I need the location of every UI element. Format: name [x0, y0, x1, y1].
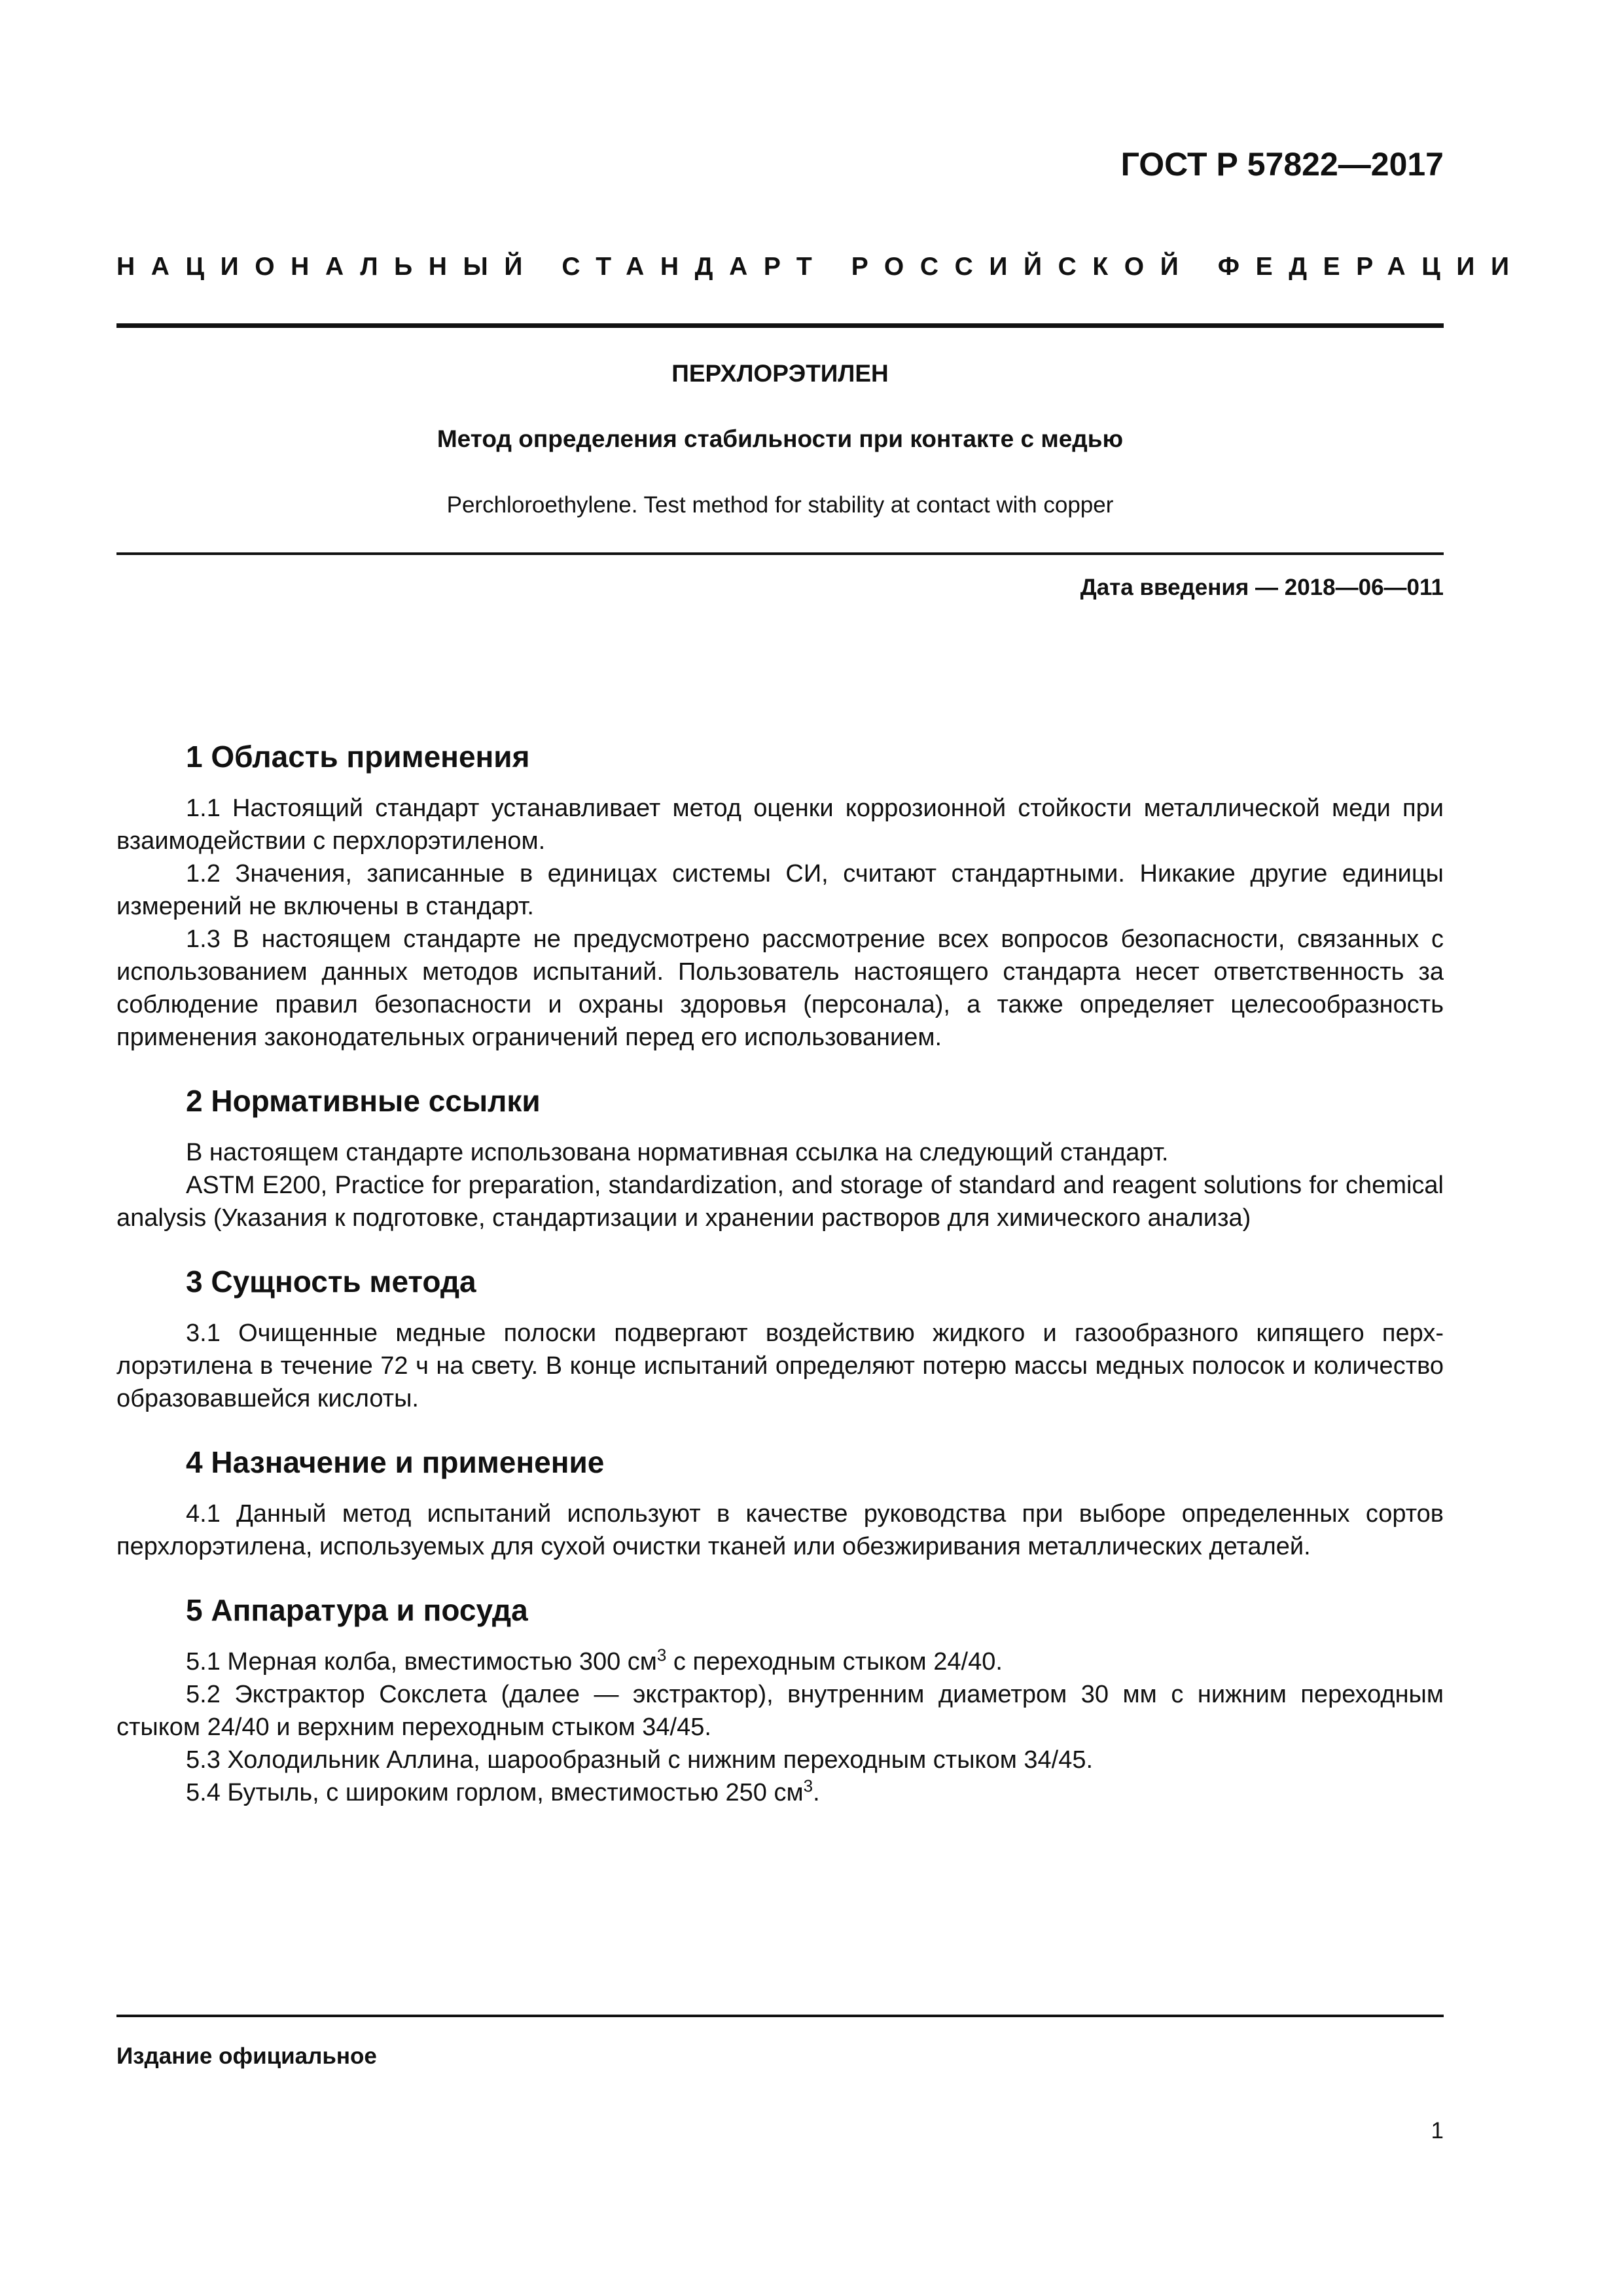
paragraph — [116, 1645, 1444, 1678]
section-heading: 2 Нормативные ссылки — [186, 1084, 541, 1118]
page-number: 1 — [1431, 2118, 1444, 2144]
paragraph: ASTM E200, Practice for preparation, standardization, and storage of standard and reagent solutions for chemical analysis (Указания к подготовке, стандартизации и хранении растворов для химического анализа) — [116, 1172, 1444, 1232]
superscript: 3 — [656, 1645, 667, 1665]
section-purpose — [116, 1441, 1444, 1563]
standard-designation: ГОСТ Р 57822—2017 — [1120, 146, 1444, 183]
official-edition-label: Издание официальное — [116, 2043, 377, 2069]
paragraph: 4.1 Данный метод испытаний используют в качестве руководства при выборе определенных сортов перхлорэтилена, используемых для сухой очистки тканей или обезжиривания металлических деталей. — [116, 1500, 1444, 1560]
paragraph: В настоящем стандарте использована нормативная ссылка на следующий стандарт. — [186, 1139, 1169, 1166]
paragraph: 3.1 Очищенные медные полоски подвергают воздействию жидкого и газообразного кипящего перхлорэтилена в течение 72 ч на свету. В конце испытаний определяют потерю массы медных полосок и количество образовавшейся кислоты. — [116, 1319, 1444, 1412]
header-rule — [116, 323, 1444, 328]
section-heading: 5 Аппаратура и посуда — [186, 1593, 528, 1627]
section-heading: 1 Область применения — [186, 740, 530, 774]
paragraph — [116, 1776, 1444, 1809]
paragraph: 1.2 Значения, записанные в единицах системы СИ, считают стандартными. Никакие другие единицы измерений не включены в стандарт. — [116, 860, 1444, 920]
introduction-date: Дата введения — 2018—06—011 — [1080, 575, 1444, 600]
section-heading: 3 Сущность метода — [186, 1265, 476, 1299]
paragraph-text: 5.1 Мерная колба, вместимостью 300 см — [186, 1648, 657, 1676]
national-standard-banner: НАЦИОНАЛЬНЫЙ СТАНДАРТ РОССИЙСКОЙ ФЕДЕРАЦИИ — [116, 253, 1525, 281]
section-method-essence — [116, 1261, 1444, 1415]
footer-rule — [116, 2015, 1444, 2017]
section-normative-references — [116, 1080, 1444, 1234]
title-rule — [116, 552, 1444, 555]
section-apparatus — [116, 1589, 1444, 1809]
paragraph-text: . — [813, 1779, 820, 1806]
document-body — [116, 736, 1444, 1809]
paragraph: 5.3 Холодильник Аллина, шарообразный с нижним переходным стыком 34/45. — [186, 1746, 1094, 1774]
paragraph-text: 5.4 Бутыль, с широким горлом, вместимостью 250 см — [186, 1779, 804, 1806]
paragraph-text: с переходным стыком 24/40. — [666, 1648, 1003, 1676]
section-heading: 4 Назначение и применение — [186, 1445, 605, 1479]
document-subtitle: Метод определения стабильности при контакте с медью — [437, 425, 1124, 452]
paragraph: 1.1 Настоящий стандарт устанавливает метод оценки коррозионной стойкости металлической меди при взаимодействии с перхлорэтиленом. — [116, 795, 1444, 855]
superscript: 3 — [803, 1776, 813, 1796]
section-scope — [116, 736, 1444, 1054]
paragraph: 1.3 В настоящем стандарте не предусмотрено рассмотрение всех вопросов безопасности, связанных с использованием данных методов испытаний. Пользователь настоящего стандарта несет ответственность за соблюдение правил безопасности и охраны здоровья (персонала), а также определяет целесообразность применения законодательных ограничений перед его использованием. — [116, 925, 1444, 1051]
paragraph: 5.2 Экстрактор Сокслета (далее — экстрактор), внутренним диаметром 30 мм с нижним переходным стыком 24/40 и верхним переходным стыком 34/45. — [116, 1681, 1444, 1741]
document-title-english: Perchloroethylene. Test method for stability at contact with copper — [446, 492, 1114, 518]
document-title: ПЕРХЛОРЭТИЛЕН — [671, 360, 889, 387]
